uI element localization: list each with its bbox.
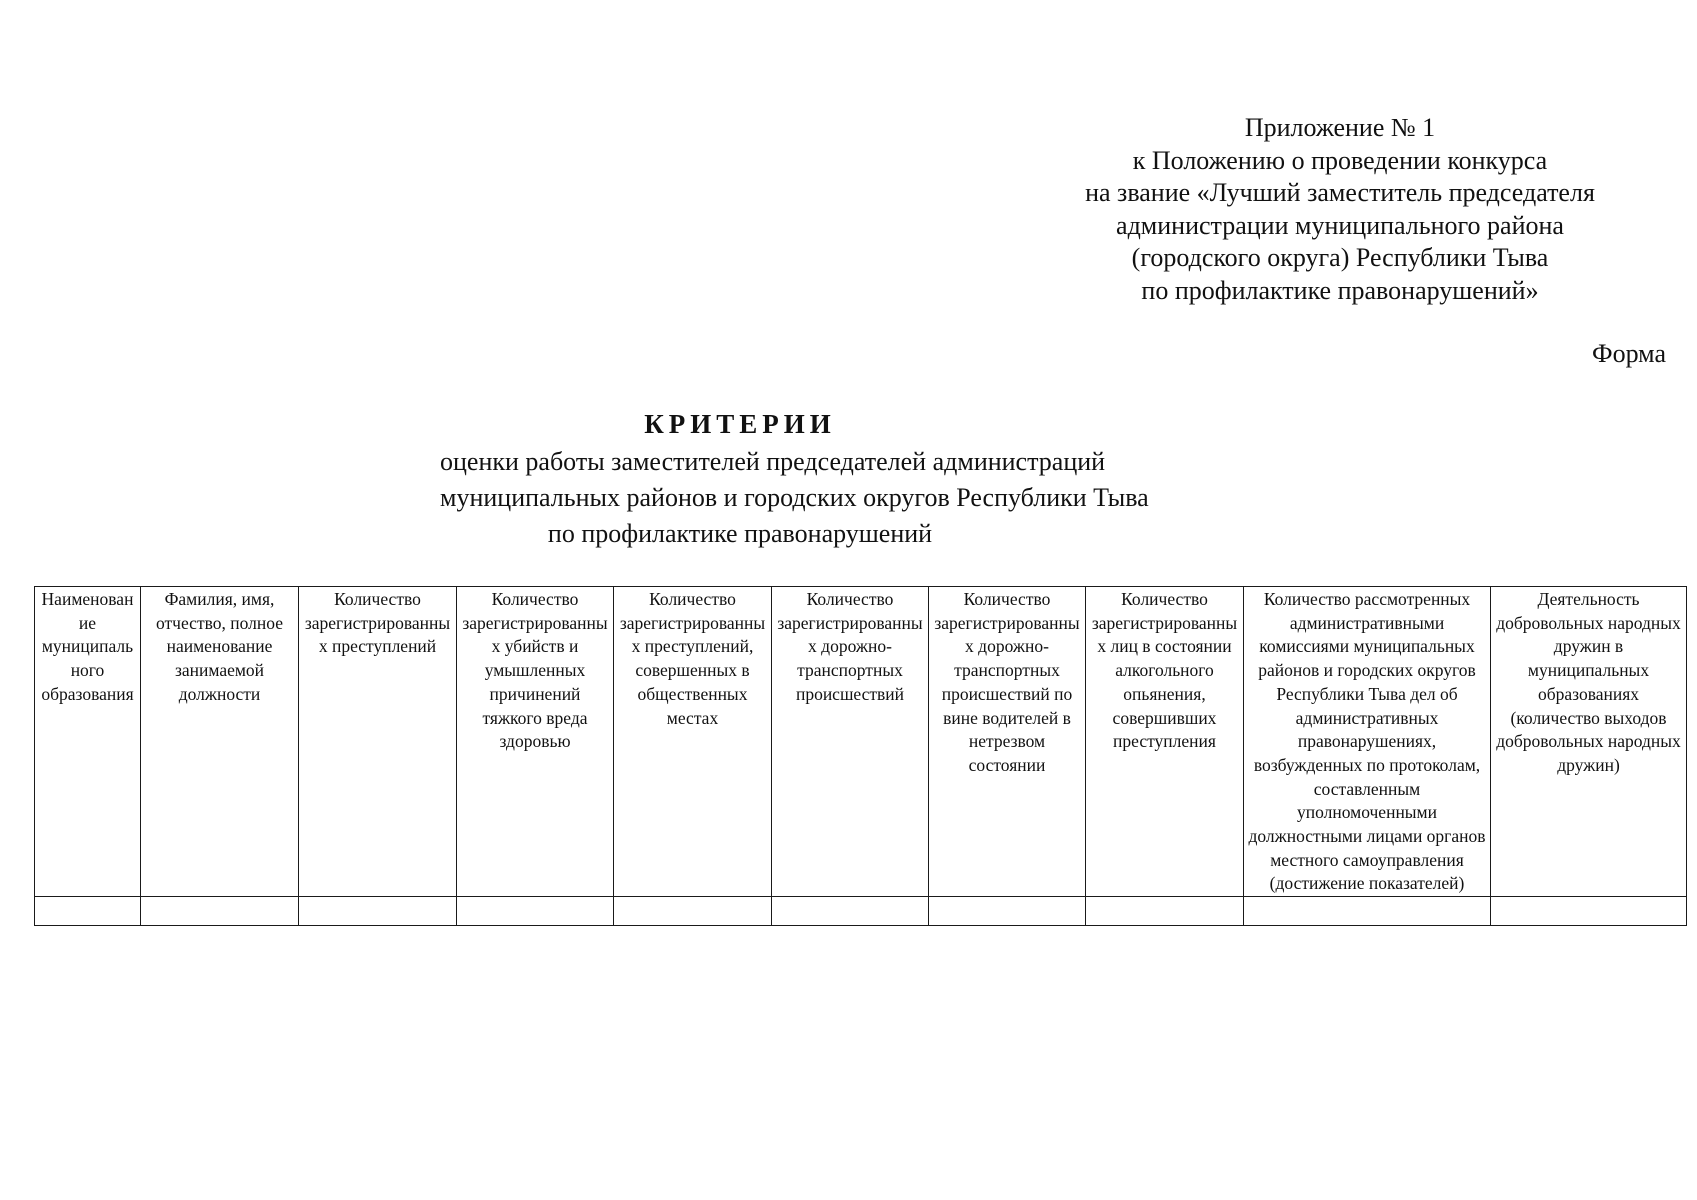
column-header: Количество рассмотренных административными комиссиями муниципальных районов и городских округов Республики Тыва дел об административных правонарушениях, возбужденных по протоколам, составленным уполномоченными должностными лицами органов местного самоуправления (достижение показателей)	[1244, 587, 1491, 897]
subtitle-line: оценки работы заместителей председателей администраций	[440, 447, 1106, 476]
subtitle-line: муниципальных районов и городских округов Республики Тыва	[440, 483, 1149, 512]
table-row	[35, 897, 1687, 926]
column-header: Количество зарегистрированных лиц в состоянии алкогольного опьянения, совершивших преступления	[1086, 587, 1244, 897]
appendix-line: к Положению о проведении конкурса	[1132, 145, 1548, 175]
column-header: Фамилия, имя, отчество, полное наименование занимаемой должности	[141, 587, 299, 897]
table-cell	[35, 897, 141, 926]
column-header: Количество зарегистрированных преступлений, совершенных в общественных местах	[614, 587, 772, 897]
subtitle-line: по профилактике правонарушений	[547, 519, 933, 548]
column-header: Количество зарегистрированных преступлений	[299, 587, 457, 897]
table-cell	[1491, 897, 1687, 926]
appendix-line: (городского округа) Республики Тыва	[1131, 243, 1549, 272]
appendix-line: Приложение № 1	[1244, 113, 1436, 142]
form-label: Форма	[1592, 339, 1666, 368]
table-cell	[299, 897, 457, 926]
table-cell	[1244, 897, 1491, 926]
appendix-block	[1040, 112, 1640, 307]
column-header: Деятельность добровольных народных дружин в муниципальных образованиях (количество выходов добровольных народных дружин)	[1491, 587, 1687, 897]
document-subtitle	[440, 444, 1149, 552]
criteria-table	[34, 586, 1687, 926]
table-cell	[772, 897, 929, 926]
appendix-line: по профилактике правонарушений»	[1141, 275, 1539, 305]
table-cell	[141, 897, 299, 926]
column-header: Количество зарегистрированных дорожно-транспортных происшествий	[772, 587, 929, 897]
appendix-line: администрации муниципального района	[1116, 210, 1564, 240]
table-header-row	[35, 587, 1687, 897]
appendix-line: на звание «Лучший заместитель председателя	[1085, 178, 1595, 207]
table-cell	[457, 897, 614, 926]
column-header: Количество зарегистрированных дорожно-транспортных происшествий по вине водителей в нетрезвом состоянии	[929, 587, 1086, 897]
table-cell	[614, 897, 772, 926]
column-header: Количество зарегистрированных убийств и умышленных причинений тяжкого вреда здоровью	[457, 587, 614, 897]
document-title: КРИТЕРИИ	[644, 409, 836, 439]
table-cell	[1086, 897, 1244, 926]
table-cell	[929, 897, 1086, 926]
column-header: Наименование муниципального образования	[35, 587, 141, 897]
